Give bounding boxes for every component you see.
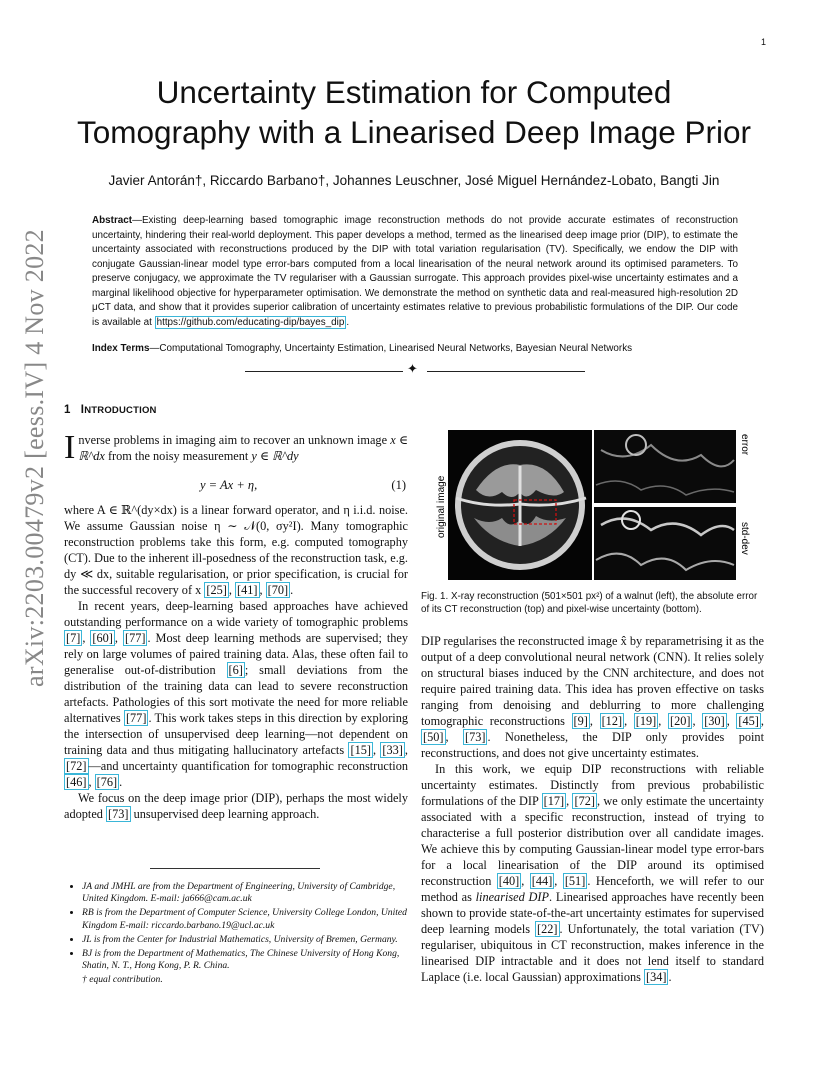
section-heading: 1 INTRODUCTION bbox=[64, 404, 157, 416]
footnote-item: • RB is from the Department of Computer Science, University College London, United Kingdom E-mail: riccardo.barbano.19@ucl.ac.uk bbox=[82, 907, 408, 931]
citation-link[interactable]: [34] bbox=[645, 970, 667, 984]
equation-number: (1) bbox=[391, 478, 406, 492]
footnote-item: • BJ is from the Department of Mathematics, The Chinese University of Hong Kong, Shatin, N. T., Hong Kong, P. R. China. bbox=[82, 948, 408, 972]
arxiv-stamp-text: arXiv:2203.00479v2 [eess.IV] 4 Nov 2022 bbox=[20, 229, 49, 687]
index-terms-label: Index Terms bbox=[92, 343, 150, 354]
footnote-item: • JL is from the Center for Industrial Mathematics, University of Bremen, Germany. bbox=[82, 934, 408, 946]
citation-link[interactable]: [72] bbox=[574, 794, 595, 808]
citation-link[interactable]: [76] bbox=[96, 775, 118, 789]
citation-link[interactable]: [30] bbox=[704, 714, 725, 728]
code-link[interactable]: https://github.com/educating-dip/bayes_dip bbox=[156, 316, 345, 328]
citation-link[interactable]: [25] bbox=[206, 583, 227, 597]
citation-link[interactable]: [22] bbox=[537, 922, 558, 936]
citation-link[interactable]: [60] bbox=[92, 631, 113, 645]
citation-link[interactable]: [6] bbox=[228, 663, 243, 677]
diamond-icon: ✦ bbox=[407, 361, 418, 376]
page-number: 1 bbox=[760, 37, 766, 47]
citation-link[interactable]: [77] bbox=[124, 631, 146, 645]
index-terms bbox=[92, 343, 738, 354]
footnotes bbox=[64, 868, 408, 987]
citation-link[interactable]: [41] bbox=[237, 583, 258, 597]
citation-link[interactable]: [17] bbox=[543, 794, 565, 808]
index-terms-text: —Computational Tomography, Uncertainty Estimation, Linearised Neural Networks, Bayesian Neural Networks bbox=[149, 343, 633, 354]
citation-link[interactable]: [51] bbox=[564, 874, 586, 888]
fig-label-original: original image bbox=[436, 475, 447, 538]
citation-link[interactable]: [72] bbox=[66, 759, 87, 773]
intro-right-column: DIP regularises the reconstructed image x̂ by reparametrising it as the output of a deep convolutional neural network (CNN). It relies solely on structural biases induced by the CNN architecture, and does not require paired training data. This idea has proven effective on tasks ranging from denoising and deblurring to more challenging tomographic reconstructions [9] , [12] , [19] , [20] , [30] , [45] , [50] , [73] . Nonetheless, the DIP only provides point reconstructions, and does not give uncertainty estimates. In this work, we equip DIP reconstructions with reliable uncertainty estimates. Distinctly from previous probabilistic formulations of the DIP [17] , [72] , we only estimate the uncertainty associated with a specific reconstruction, instead of trying to characterise a full posterior distribution over all candidate images. We achieve this by computing Gaussian-linear model type error-bars for a local linearisation of the DIP around its optimised reconstruction [40] , [44] , [51] . Henceforth, we will refer to our method as linearised DIP. Linearised approaches have recently been shown to provide state-of-the-art uncertainty estimates for supervised deep learning models [22] . Unfortunately, the total variation (TV) regulariser, ubiquitous in CT reconstruction, makes inference in the linearised DIP intractable and it does not lend itself to standard Laplace (i.e. local Gaussian) approximations [34] . bbox=[421, 634, 764, 984]
citation-link[interactable]: [77] bbox=[125, 711, 147, 725]
abstract: Abstract—Existing deep-learning based tomographic image reconstruction methods do not provide accurate estimates of reconstruction uncertainty, hindering their real-world deployment. This paper develops a method, termed as the linearised deep image prior (DIP), to estimate the uncertainty associated with reconstructions produced by the DIP with total variation regularisation (TV). Specifically, we endow the DIP with conjugate Gaussian-linear model type error-bars computed from a local linearisation of the neural network around its optimised parameters. To preserve conjugacy, we approximate the TV regulariser with a Gaussian surrogate. This approach provides pixel-wise uncertainty estimates and a marginal likelihood objective for hyperparameter optimisation. We demonstrate the method on synthetic data and real-measured high-resolution 2D μCT data, and show that it provides superior calibration of uncertainty estimates relative to previous probabilistic formulations of the DIP. Our code is available at https://github.com/educating-dip/bayes_dip . bbox=[92, 215, 738, 328]
section-divider bbox=[245, 361, 585, 377]
abstract-label: Abstract bbox=[92, 215, 133, 226]
fig-label-std-dev: std-dev bbox=[739, 522, 750, 555]
citation-link[interactable]: [73] bbox=[464, 730, 486, 744]
figure-caption: Fig. 1. X-ray reconstruction (501×501 px²) of a walnut (left), the absolute error of its CT reconstruction (top) and pixel-wise uncertainty (bottom). bbox=[421, 591, 758, 615]
title-line-1: Uncertainty Estimation for Computed bbox=[156, 74, 672, 110]
citation-link[interactable]: [73] bbox=[108, 807, 129, 821]
author-list: Javier Antorán†, Riccardo Barbano†, Johannes Leuschner, José Miguel Hernández-Lobato, Bangti Jin bbox=[108, 173, 720, 188]
citation-link[interactable]: [15] bbox=[350, 743, 371, 757]
dropcap: I bbox=[64, 429, 76, 466]
std-dev-image bbox=[594, 507, 736, 580]
citation-link[interactable]: [7] bbox=[66, 631, 81, 645]
intro-paragraph-2: where A ∈ ℝ^(dy×dx) is a linear forward operator, and η i.i.d. noise. We assume Gaussian noise η ∼ 𝒩(0, σy²I). Many tomographic reconstruction problems take this form, e.g. computed tomography (CT). Due to the inherent ill-posedness of the reconstruction task, e.g. dy ≪ dx, suitable regularisation, or prior specification, is crucial for the successful recovery of x [25] , [41] , [70] . In recent years, deep-learning based approaches have achieved outstanding performance on a wide variety of tomographic problems [7] , [60] , [77] . Most deep learning methods are supervised; they rely on large volumes of paired training data. Alas, these often fail to generalise out-of-distribution [6] ; small deviations from the distribution of the training data can lead to severe reconstruction artefacts. Pathologies of this sort motivate the need for more reliable alternatives [77] . This work takes steps in this direction by exploring the intersection of unsupervised deep learning—not dependent on training data and thus mitigating hallucinatory artefacts [15] , [33] , [72] —and uncertainty quantification for tomographic reconstruction [46] , [76] . We focus on the deep image prior (DIP), perhaps the most widely adopted [73] unsupervised deep learning approach. bbox=[64, 503, 409, 821]
arxiv-stamp bbox=[10, 229, 60, 687]
citation-link[interactable]: [44] bbox=[531, 874, 553, 888]
citation-link[interactable]: [45] bbox=[738, 714, 759, 728]
citation-link[interactable]: [40] bbox=[498, 874, 520, 888]
citation-link[interactable]: [33] bbox=[382, 743, 403, 757]
abstract-text: —Existing deep-learning based tomographic image reconstruction methods do not provide accurate estimates of reconstruction uncertainty, hindering their real-world deployment. This paper develops a method, termed as the linearised deep image prior (DIP), to estimate the uncertainty associated with reconstructions produced by the DIP with total variation regularisation (TV). Specifically, we endow the DIP with conjugate Gaussian-linear model type error-bars computed from a local linearisation of the neural network around its optimised parameters. To preserve conjugacy, we approximate the TV regulariser with a Gaussian surrogate. This approach provides pixel-wise uncertainty estimates and a marginal likelihood objective for hyperparameter optimisation. We demonstrate the method on synthetic data and real-measured high-resolution 2D μCT data, and show that it provides superior calibration of uncertainty estimates relative to previous probabilistic formulations of the DIP. Our code is available at bbox=[92, 215, 738, 328]
citation-link[interactable]: [20] bbox=[669, 714, 691, 728]
citation-link[interactable]: [70] bbox=[267, 583, 289, 597]
citation-link[interactable]: [9] bbox=[573, 714, 588, 728]
intro-paragraph-1: Inverse problems in imaging aim to recover an unknown image x ∈ ℝ^dx from the noisy measurement y ∈ ℝ^dy bbox=[64, 429, 408, 466]
equation-expression: y = Ax + η, bbox=[200, 478, 258, 492]
title-line-2: Tomography with a Linearised Deep Image Prior bbox=[76, 114, 752, 150]
footnote-item: • JA and JMHL are from the Department of Engineering, University of Cambridge, United Kingdom. E-mail: ja666@cam.ac.uk bbox=[82, 881, 408, 905]
citation-link[interactable]: [19] bbox=[635, 714, 657, 728]
citation-link[interactable]: [50] bbox=[423, 730, 444, 744]
figure-1 bbox=[436, 430, 766, 582]
error-image bbox=[594, 430, 736, 503]
citation-link[interactable]: [12] bbox=[601, 714, 623, 728]
footnote-equal: † equal contribution. bbox=[82, 974, 163, 986]
citation-link[interactable]: [46] bbox=[66, 775, 87, 789]
fig-label-error: error bbox=[739, 434, 750, 456]
paper-title bbox=[40, 72, 788, 152]
